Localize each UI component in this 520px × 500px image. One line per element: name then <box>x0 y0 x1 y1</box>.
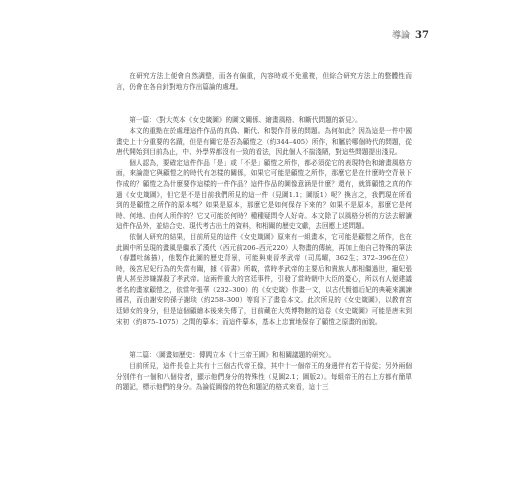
body-paragraph: 在研究方法上便會自然調整，而各有偏重，內容時或不免重複，但綜合研究方法上的整體性而言，仍會在各自針對地方作出篇論的處理。 <box>116 72 412 91</box>
body-paragraph: 目前所見，這件長卷上共有十三個古代帝王像，其中十一個帝王的身邊伴有若干侍從；另外兩個分別伴有一個和八個侍者，顯示他們身分的特殊性（見圖2.1；圖版2）。每組帝王的右上方都有簡單的題記，標示他們的身分。為論從圖像的特色和題記的格式來看，這十三 <box>116 362 412 392</box>
body-text <box>116 71 412 393</box>
paragraph-gap <box>116 99 412 109</box>
section-heading: 第一篇：〈對大英本《女史箴圖》的圖文關係、繪畫風格、和斷代問題的新見〉。 <box>129 116 362 125</box>
running-header <box>392 28 429 41</box>
body-paragraph: 依個人研究的結果，目前所見的這件《女史箴圖》原來有一組畫本，它可能是顧愷之所作，也在此圖中所呈現的畫風是繼承了漢代（西元前206–西元220）人物畫的傳統，再加上他自己特殊的筆法（春蠶吐絲描），他製作此圖的歷史背景，可能與東晉孝武帝（司馬曜，362生；372–396在位）時，後宮尼妃行為的失當有關，據《晉書》所載，當時孝武帝的主要后和貴族人都相繼過世，寵妃張貴人甚至涉嫌謀殺了孝武帝。這兩件重大的宮廷事件，引發了當時朝中大臣的憂心，所以有人便建議者名的畫家顧愷之，依當年張華（232–300）的《女史箴》作畫一文，以古代賢德后妃的典範來諷諫國君，而由謝安的孫子謝琰（約258–300）等寫下了畫卷本文。此次所見的《女史箴圖》，以教育宮廷婦女的身分，但是這個顧繪本後來失傳了，目前藏在大英博物館的這卷《女史箴圖》可能是唐末到宋初（約875–1075）之間的摹本；而這件摹本，基本上忠實地保存了顧愷之原畫的面貌。 <box>116 232 412 326</box>
section-heading: 第二篇：〈圖畫如歷史：傳閻立本《十三帝王圖》和相關議題的研究〉。 <box>129 351 336 360</box>
section-title: 導論 <box>392 31 411 41</box>
paragraph-gap <box>116 334 412 344</box>
page-number: 37 <box>415 30 429 41</box>
body-paragraph: 個人認為，要確定這件作品「是」或「不是」顧愷之所作，都必須從它的表現特色和繪畫風格方面，來論證它與顧愷之的時代有怎樣的關係，如果它可能是顧愷之所作，那麼它是在什麼時空背景下作成的？顧愷之為什麼要作這樣的一件作品？這件作品的圖像意涵是什麼？還有，就算顧愷之真的作過《女史箴圖》，但它是不是目前我們所見的這一件（見圖1.1；圖版1）呢？換言之，我們現在所看到的是顧愷之所作的原本嗎？如果是原本，那麼它是如何保存下來的？如果不是原本，那麼它是何時、何地、由何人所作的？它又可能於何時？種種疑問令人好奇。本文除了以風格分析的方法去解讀這件作品外，並結合史、現代考古出土的資料，和相關的歷史文獻，去回應上述問題。 <box>116 158 412 231</box>
body-paragraph: 本文的重點在於處理這件作品的真偽、斷代、和製作背景的問題。為何如此？因為這是一件中國畫史上十分重要的名蹟，但是有關它是否為顧愷之（約344–405）所作，和屬於哪個時代的問題，從唐代開始到目前為止，中、外學界都沒有一致的看法，因此個人不揣淺陋，對這些問題提出淺見。 <box>116 126 412 157</box>
